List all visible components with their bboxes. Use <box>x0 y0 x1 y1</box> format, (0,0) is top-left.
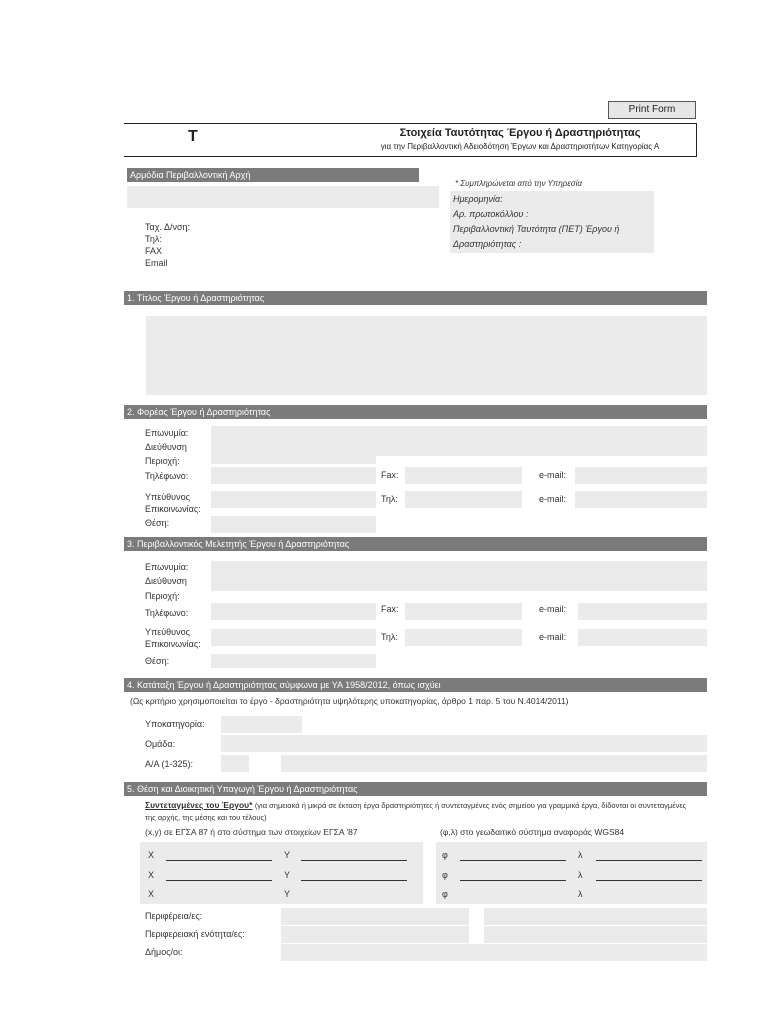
phi2-label: φ <box>442 870 448 880</box>
x2-label: X <box>148 870 155 880</box>
section3-bar: 3. Περιβαλλοντικός Μελετητής Έργου ή Δραστηριότητας <box>124 537 707 551</box>
s3-email-label: e-mail: <box>539 604 567 614</box>
s2-contact-label-2: Επικοινωνίας: <box>145 504 201 514</box>
s3-position-label: Θέση: <box>145 656 170 666</box>
s3-tel-label: Τηλ: <box>381 632 398 642</box>
s2-name-label: Επωνυμία: <box>145 428 189 438</box>
s2-tel-label: Τηλ: <box>381 494 398 504</box>
s2-phone-label: Τηλέφωνο: <box>145 471 189 481</box>
s3-contact-label-2: Επικοινωνίας: <box>145 639 201 649</box>
s3-fax-field[interactable] <box>405 603 522 620</box>
protocol-label: Αρ. πρωτοκόλλου : <box>453 209 529 219</box>
s3-fax-label: Fax: <box>381 604 399 614</box>
s2-email-field[interactable] <box>575 467 707 484</box>
s3-email2-label: e-mail: <box>539 632 567 642</box>
y2-label: Y <box>284 870 291 880</box>
authority-address-label: Ταχ. Δ/νση: <box>145 222 191 232</box>
lam3-label: λ <box>578 889 583 899</box>
y2-input[interactable] <box>301 880 407 881</box>
s2-position-field[interactable] <box>211 516 376 533</box>
phi2-input[interactable] <box>460 880 566 881</box>
aa-field[interactable] <box>221 755 249 772</box>
municipality-label: Δήμος/οι: <box>145 947 183 957</box>
print-form-button[interactable]: Print Form <box>608 101 696 119</box>
s2-contact-label: Υπεύθυνος <box>145 492 190 502</box>
y1-label: Y <box>284 850 291 860</box>
date-label: Ημερομηνία: <box>453 194 503 204</box>
s2-fax-field[interactable] <box>405 467 522 484</box>
subcategory-field[interactable] <box>221 716 302 733</box>
aa-label: Α/Α (1-325): <box>145 759 194 769</box>
s3-phone-field[interactable] <box>211 603 376 620</box>
lam2-input[interactable] <box>596 880 702 881</box>
logo-mark: T <box>188 128 198 145</box>
lam1-label: λ <box>578 850 583 860</box>
x1-label: X <box>148 850 155 860</box>
s3-email-field[interactable] <box>578 603 707 620</box>
coords-text-2: της αρχής, της μέσης και του τέλους) <box>145 813 267 822</box>
coords-right-box <box>436 842 707 904</box>
service-note: * Συμπληρώνεται από την Υπηρεσία <box>455 179 582 188</box>
authority-bar: Αρμόδια Περιβαλλοντική Αρχή <box>127 168 419 182</box>
phi1-input[interactable] <box>460 860 566 861</box>
x1-input[interactable] <box>166 860 272 861</box>
authority-tel-label: Τηλ: <box>145 234 162 244</box>
s3-name-field[interactable] <box>211 561 707 591</box>
x2-input[interactable] <box>166 880 272 881</box>
section4-note: (Ως κριτήριο χρησιμοποιείται το έργο - δραστηριότητα υψηλότερης υποκατηγορίας, άρθρο 1 παρ. 5 του Ν.4014/2011) <box>130 696 569 706</box>
municipality-field[interactable] <box>281 944 707 961</box>
page-subtitle: για την Περιβαλλοντική Αδειοδότηση Έργων και Δραστηριοτήτων Κατηγορίας Α <box>380 142 660 151</box>
regional-unit-field-1[interactable] <box>281 926 469 943</box>
lam1-input[interactable] <box>596 860 702 861</box>
s3-contact-label: Υπεύθυνος <box>145 627 190 637</box>
section2-bar: 2. Φορέας Έργου ή Δραστηριότητας <box>124 405 707 419</box>
y3-label: Y <box>284 889 291 899</box>
s3-position-field[interactable] <box>211 654 376 668</box>
s3-phone-label: Τηλέφωνο: <box>145 608 189 618</box>
s2-contact-field[interactable] <box>211 491 376 508</box>
s2-tel-field[interactable] <box>405 491 522 508</box>
s3-contact-field[interactable] <box>211 629 376 646</box>
phi1-label: φ <box>442 850 448 860</box>
coords-title <box>145 800 686 811</box>
s3-area-label: Περιοχή: <box>145 591 180 601</box>
s2-fax-label: Fax: <box>381 470 399 480</box>
authority-field[interactable] <box>127 186 439 208</box>
section1-bar: 1. Τίτλος Έργου ή Δραστηριότητας <box>124 291 707 305</box>
y1-input[interactable] <box>301 860 407 861</box>
group-label: Ομάδα: <box>145 739 176 749</box>
coords-bold: Συντεταγμένες του Έργου* <box>145 800 253 810</box>
s3-email2-field[interactable] <box>578 629 707 646</box>
s2-email2-label: e-mail: <box>539 494 567 504</box>
pet-label-2: Δραστηριότητας : <box>453 239 522 249</box>
section5-bar: 5. Θέση και Διοικητική Υπαγωγή Έργου ή Δραστηριότητας <box>124 782 707 796</box>
regional-unit-label: Περιφερειακή ενότητα/ες: <box>145 929 245 939</box>
region-field-2[interactable] <box>484 908 707 925</box>
s2-phone-field[interactable] <box>211 467 376 484</box>
s2-email2-field[interactable] <box>575 491 707 508</box>
section4-bar: 4. Κατάταξη Έργου ή Δραστηριότητας σύμφωνα με ΥΑ 1958/2012, όπως ισχύει <box>124 678 707 692</box>
s3-name-label: Επωνυμία: <box>145 562 189 572</box>
egsa-header: (x,y) σε ΕΓΣΑ 87 ή στο σύστημα των στοιχείων ΕΓΣΑ '87 <box>145 827 358 837</box>
s2-area-field[interactable] <box>211 456 376 464</box>
s2-position-label: Θέση: <box>145 518 170 528</box>
region-field-1[interactable] <box>281 908 469 925</box>
aa-desc-field[interactable] <box>281 755 707 772</box>
subcategory-label: Υποκατηγορία: <box>145 719 205 729</box>
project-title-field[interactable] <box>146 316 707 395</box>
pet-label: Περιβαλλοντική Ταυτότητα (ΠΕΤ) Έργου ή <box>453 224 620 234</box>
s2-area-label: Περιοχή: <box>145 456 180 466</box>
authority-fax-label: FAX <box>145 246 163 256</box>
regional-unit-field-2[interactable] <box>484 926 707 943</box>
phi3-label: φ <box>442 889 448 899</box>
coords-text: (για σημειακά ή μικρά σε έκταση έργα δραστηριότητες ή συντεταγμένες ενός σημείου για γραμμικά έργα, δίδονται οι συντεταγμένες <box>254 801 687 810</box>
authority-email-label: Email <box>145 258 168 268</box>
page-title: Στοιχεία Ταυτότητας Έργου ή Δραστηριότητας <box>399 127 641 139</box>
s3-address-label: Διεύθυνση <box>145 576 187 586</box>
lam2-label: λ <box>578 870 583 880</box>
wgs-header: (φ,λ) στο γεωδαιτικό σύστημα αναφοράς WGS84 <box>440 827 625 837</box>
s2-address-label: Διεύθυνση <box>145 442 187 452</box>
s3-tel-field[interactable] <box>405 629 522 646</box>
s2-email-label: e-mail: <box>539 470 567 480</box>
coords-left-box <box>140 842 423 904</box>
x3-label: X <box>148 889 155 899</box>
region-label: Περιφέρεια/ες: <box>145 911 203 921</box>
s2-name-field[interactable] <box>211 426 707 456</box>
group-field[interactable] <box>221 735 707 752</box>
